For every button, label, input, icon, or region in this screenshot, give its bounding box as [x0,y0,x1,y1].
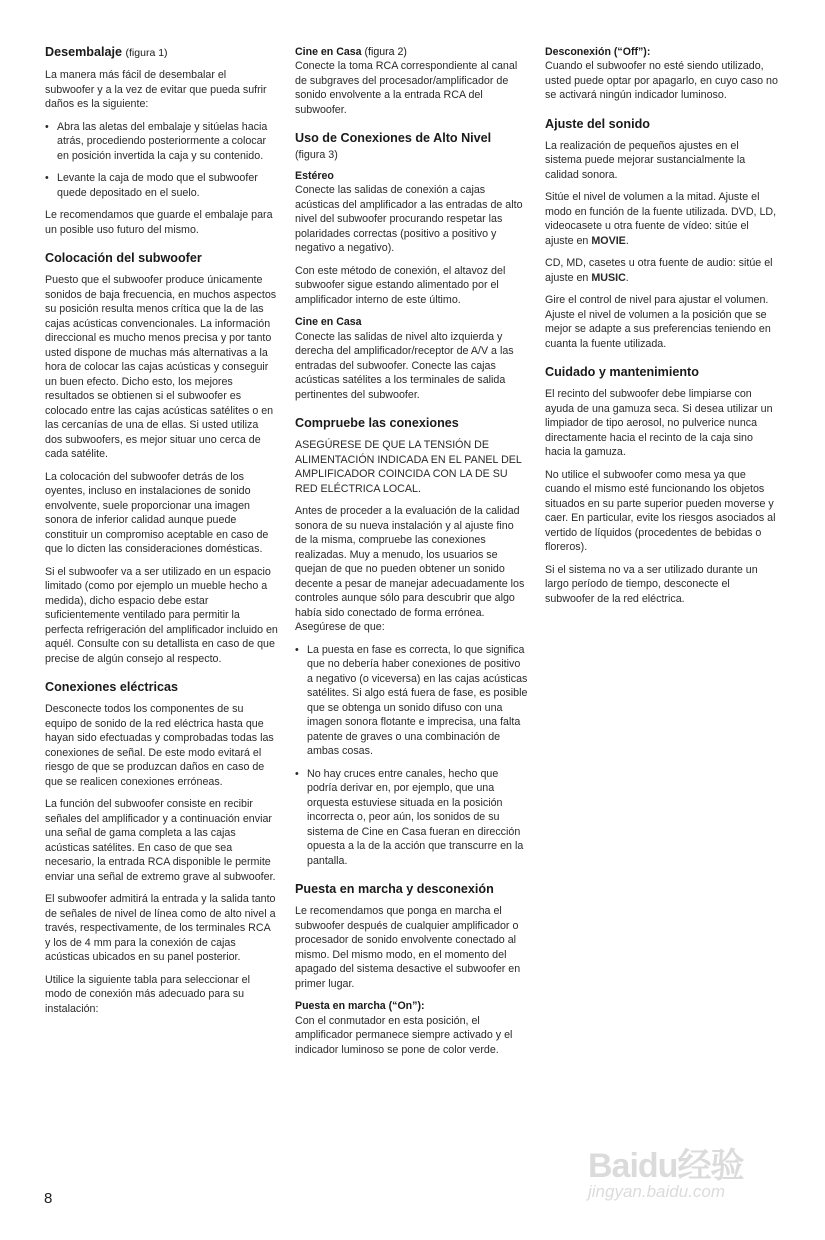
paragraph: Sitúe el nivel de volumen a la mitad. Ajuste el modo en función de la fuente utilizada. DVD, LD, videocasete u otra fuente de vídeo: sitúe el ajuste en MOVIE. [545,191,777,247]
section-conexiones-electricas [45,680,278,1016]
subheading-cine-en-casa: Cine en Casa [295,316,362,329]
setting-movie: MOVIE [591,234,626,247]
section-off [545,45,778,103]
heading-colocacion: Colocación del subwoofer [45,251,202,265]
heading-conexiones-electricas: Conexiones eléctricas [45,680,178,694]
paragraph: Conecte las salidas de nivel alto izquierda y derecha del amplificador/receptor de A/V a las entradas del subwoofer. Conecte las cajas acústicas satélites a los terminales de salida pertinentes del subwoofer. [295,330,514,401]
section-cuidado [545,365,778,606]
bullet-list [45,120,278,201]
section-ajuste [545,117,778,352]
section-alto-nivel [295,131,528,402]
list-item: • Levante la caja de modo que el subwoofer quede depositado en el suelo. [45,171,278,200]
paragraph: El recinto del subwoofer debe limpiarse con ayuda de una gamuza seca. Si desea utilizar un limpiador de tipo aerosol, no pulverice nunca directamente hacia el recinto de la caja sino hacia la gamuza. [545,388,773,459]
warning-paragraph: ASEGÚRESE DE QUE LA TENSIÓN DE ALIMENTACIÓN INDICADA EN EL PANEL DEL AMPLIFICADOR COINCIDA CON LA DE SU RED ELÉCTRICA LOCAL. [295,439,522,495]
paragraph: Con el conmutador en esta posición, el amplificador permanece siempre activado y el indicador luminoso se pone de color verde. [295,1014,513,1056]
list-item: • No hay cruces entre canales, hecho que podría derivar en, por ejemplo, que una orquesta estuviese situada en la posición incorrecta o, peor aún, los sonidos de su sistema de Cine en Casa fueran en dirección opuesta a la de la acción que transcurre en la pantalla. [295,767,528,869]
paragraph: Si el sistema no va a ser utilizado durante un largo período de tiempo, desconecte el subwoofer de la red eléctrica. [545,563,758,605]
subheading-off: Desconexión (“Off”): [545,46,651,58]
figure-ref: (figura 1) [125,47,168,59]
section-cine-rca [295,45,528,117]
subheading-on: Puesta en marcha (“On”): [295,1000,425,1013]
paragraph: Gire el control de nivel para ajustar el volumen. Ajuste el nivel de volumen a la posición que se mejor se adapte a sus preferencias teniendo en cuanta la fuente utilizada. [545,294,771,350]
heading-cuidado: Cuidado y mantenimiento [545,365,699,380]
paragraph: La colocación del subwoofer detrás de los oyentes, incluso en instalaciones de sonido envolvente, suele proporcionar una imagen sonora de inferior calidad aunque puede constituir un compromiso aceptable en caso de que lo dicten las consideraciones domésticas. [45,470,269,555]
watermark [586,1130,786,1210]
paragraph: Le recomendamos que guarde el embalaje para un posible uso futuro del mismo. [45,209,273,236]
paragraph: La manera más fácil de desembalar el subwoofer y a la vez de evitar que pueda sufrir daños es la siguiente: [45,69,267,110]
heading-alto-nivel: Uso de Conexiones de Alto Nivel [295,131,492,146]
paragraph: Con este método de conexión, el altavoz del subwoofer sigue estando alimentado por el amplificador interno de este último. [295,264,506,306]
section-puesta-en-marcha [295,882,528,1057]
list-item: • La puesta en fase es correcta, lo que significa que no debería haber conexiones de positivo a negativo (o viceversa) en las cajas acústicas satélites. Si algo está fuera de fase, es posible que se obtenga un sonido difuso con una imagen sonora flotante e imprecisa, una falta patente de graves o una combinación de ambas cosas. [295,643,528,759]
heading-puesta-en-marcha: Puesta en marcha y desconexión [295,882,494,897]
paragraph: Cuando el subwoofer no esté siendo utilizado, usted puede optar por apagarlo, en cuyo caso no se activará ningún indicador luminoso. [545,60,778,102]
paragraph: Utilice la siguiente tabla para seleccionar el modo de conexión más adecuado para su instalación: [45,973,250,1015]
column-1 [45,45,278,1030]
column-3 [545,45,778,620]
paragraph: No utilice el subwoofer como mesa ya que cuando el mismo esté funcionando los objetos situados en su parte superior pueden moverse y caer. En particular, evite los riesgos asociados al vertido de líquidos (procedentes de bebidas o floreros). [545,468,776,554]
paragraph: Si el subwoofer va a ser utilizado en un espacio limitado (como por ejemplo un mueble hecho a medida), dicho espacio debe estar suficientemente ventilado para permitir la perfecta refrigeración del amplificador incluido en aquél. Consulte con su detallista en caso de que precise de algún consejo al respecto. [45,565,278,665]
paragraph: La realización de pequeños ajustes en el sistema puede mejorar sustancialmente la calidad sonora. [545,139,746,181]
heading-desembalaje: Desembalaje (figura 1) [45,45,168,59]
paragraph: Conecte la toma RCA correspondiente al canal de subgraves del procesador/amplificador de sonido envolvente a la entrada RCA del subwoofer. [295,60,518,116]
figure-ref: (figura 3) [295,149,338,162]
section-colocacion [45,251,278,666]
column-2 [295,45,528,1071]
watermark-logo: Baidu经验 [588,1147,744,1185]
figure-ref: (figura 2) [364,46,407,58]
paragraph: Conecte las salidas de conexión a cajas acústicas del amplificador a las entradas de alto nivel del subwoofer procurando respetar las polaridades correctas (positivo a positivo y negativo a negativo). [295,184,523,255]
subheading-estereo: Estéreo [295,169,334,182]
heading-compruebe: Compruebe las conexiones [295,416,459,431]
paragraph: CD, MD, casetes u otra fuente de audio: sitúe el ajuste en MUSIC. [545,257,773,284]
paragraph: El subwoofer admitirá la entrada y la salida tanto de señales de nivel de línea como de alto nivel a través, respectivamente, de los terminales RCA y los de 4 mm para la conexión de cajas acústicas ubicados en su panel posterior. [45,893,276,963]
subheading-cine-en-casa: Cine en Casa (figura 2) [295,46,407,58]
watermark-url: jingyan.baidu.com [588,1182,726,1201]
setting-music: MUSIC [591,271,626,284]
paragraph: Puesto que el subwoofer produce únicamente sonidos de baja frecuencia, en muchos aspectos su posición resulta menos crítica que la de las cajas acústicas convencionales. La información direccional es mucho menos precisa y por tanto usted dispone de muchas más alternativas a la hora de colocar las cajas acústicas y conseguir un buen efecto. Dicho esto, los mejores resultados se obtienen si el subwoofer es colocado entre las cajas acústicas satélites o en las cercanías de una de ellas. Si usted utiliza dos subwoofers, es mejor situar uno cerca de cada satélite. [45,274,277,460]
paragraph: Le recomendamos que ponga en marcha el subwoofer después de cualquier amplificador o procesador de sonido envolvente conectado al mismo. Del mismo modo, en el momento del apagado del sistema desactive el subwoofer en primer lugar. [295,905,521,990]
list-item: • Abra las aletas del embalaje y sitúelas hacia atrás, procediendo posteriormente a colocar en posición invertida la caja y su contenido. [45,120,278,164]
section-desembalaje [45,45,278,237]
paragraph: La función del subwoofer consiste en recibir señales del amplificador y a continuación enviar una señal de gama completa a las cajas acústicas satélites. En caso de que sea necesario, la entrada RCA disponible le permite enviar una señal de extremo grave al subwoofer. [45,798,276,883]
paragraph: Desconecte todos los componentes de su equipo de sonido de la red eléctrica hasta que hayan sido efectuadas y comprobadas todas las conexiones de señal. De este modo evitará el riesgo de que se produzcan daños en caso de que se realicen conexiones erróneas. [45,703,274,788]
paragraph: Antes de proceder a la evaluación de la calidad sonora de su nueva instalación y al ajuste fino de la misma, compruebe las conexiones realizadas. Muy a menudo, los usuarios se quejan de que no pueden obtener un sonido decente a pesar de manejar adecuadamente los controles aunque sólo para descubrir que algo había sido conectado de forma errónea. Asegúrese de que: [295,505,525,634]
section-compruebe [295,416,528,868]
bullet-list [295,643,528,869]
page-number: 8 [44,1190,53,1207]
heading-ajuste: Ajuste del sonido [545,116,650,131]
